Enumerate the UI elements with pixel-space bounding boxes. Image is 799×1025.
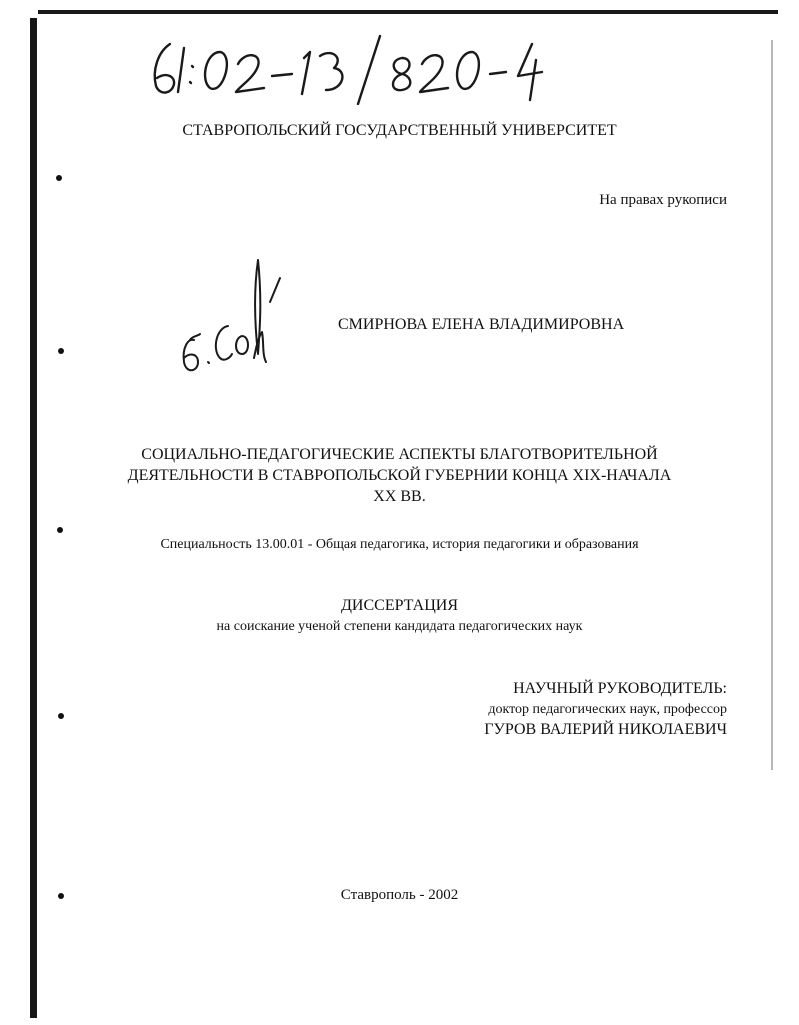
specialty: Специальность 13.00.01 - Общая педагогика, история педагогики и образования [160, 537, 639, 552]
supervisor-heading: НАУЧНЫЙ РУКОВОДИТЕЛЬ: [513, 680, 727, 697]
supervisor-name: ГУРОВ ВАЛЕРИЙ НИКОЛАЕВИЧ [484, 721, 727, 738]
binder-hole [57, 527, 63, 533]
dissertation-title-line-1: СОЦИАЛЬНО-ПЕДАГОГИЧЕСКИЕ АСПЕКТЫ БЛАГОТВОРИТЕЛЬНОЙ [141, 446, 658, 463]
manuscript-rights: На правах рукописи [599, 192, 727, 208]
supervisor-credentials: доктор педагогических наук, профессор [488, 702, 727, 717]
dissertation-title-line-3: XX ВВ. [373, 488, 426, 505]
handwritten-initials [170, 258, 300, 388]
work-type: ДИССЕРТАЦИЯ [341, 597, 458, 614]
city-year: Ставрополь - 2002 [340, 887, 459, 903]
scan-border-top [38, 10, 778, 14]
binder-hole [56, 175, 62, 181]
university-name: СТАВРОПОЛЬСКИЙ ГОСУДАРСТВЕННЫЙ УНИВЕРСИТЕТ [182, 122, 617, 139]
scan-border-right [771, 40, 773, 770]
author-name: СМИРНОВА ЕЛЕНА ВЛАДИМИРОВНА [338, 316, 625, 333]
dissertation-title-line-2: ДЕЯТЕЛЬНОСТИ В СТАВРОПОЛЬСКОЙ ГУБЕРНИИ КОНЦА XIX-НАЧАЛА [127, 467, 672, 484]
handwritten-catalog-number [140, 30, 560, 105]
binder-hole [58, 348, 64, 354]
scan-border-left [30, 18, 37, 1018]
degree: на соискание ученой степени кандидата педагогических наук [216, 619, 583, 634]
binder-hole [58, 713, 64, 719]
